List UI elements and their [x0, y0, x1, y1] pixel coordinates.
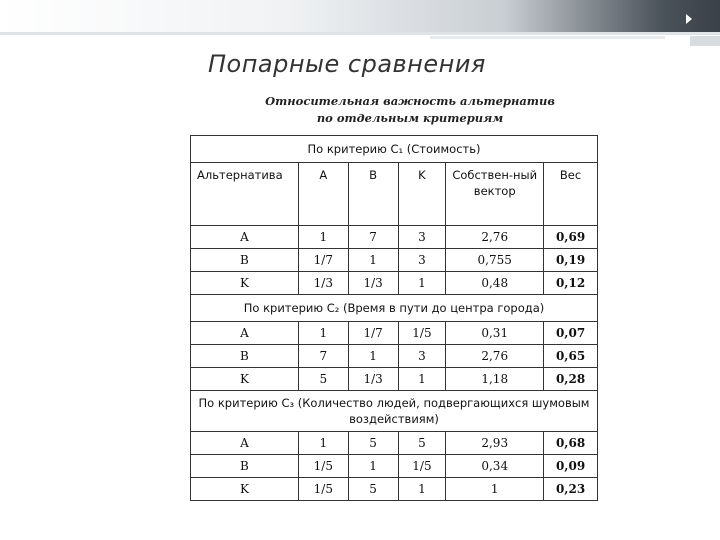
value-cell: 1/3: [298, 272, 348, 295]
weight-cell: 0,12: [544, 272, 598, 295]
table-row: [191, 226, 598, 249]
criterion-title: По критерию C₂ (Время в пути до центра города): [191, 295, 598, 322]
eigenvector-cell: 0,34: [446, 455, 544, 478]
header-accent-block: [690, 36, 720, 46]
header-divider: [0, 32, 720, 35]
weight-cell: 0,19: [544, 249, 598, 272]
value-cell: 1: [398, 478, 446, 501]
value-cell: 1: [298, 432, 348, 455]
criterion-title: По критерию C₃ (Количество людей, подвергающихся шумовым воздействиям): [191, 391, 598, 432]
eigenvector-cell: 0,31: [446, 322, 544, 345]
value-cell: 1: [398, 272, 446, 295]
table-row: [191, 322, 598, 345]
column-header: Альтернатива: [191, 163, 299, 226]
weight-cell: 0,68: [544, 432, 598, 455]
value-cell: 1: [398, 368, 446, 391]
value-cell: 1/5: [298, 478, 348, 501]
column-header: K: [398, 163, 446, 226]
eigenvector-cell: 1,18: [446, 368, 544, 391]
table-row: [191, 455, 598, 478]
eigenvector-cell: 2,76: [446, 226, 544, 249]
value-cell: 5: [298, 368, 348, 391]
value-cell: 1: [298, 322, 348, 345]
alternative-cell: K: [191, 272, 299, 295]
alternative-cell: B: [191, 249, 299, 272]
slide-header-band: [0, 0, 720, 32]
eigenvector-cell: 0,755: [446, 249, 544, 272]
weight-cell: 0,69: [544, 226, 598, 249]
weight-cell: 0,28: [544, 368, 598, 391]
alternative-cell: A: [191, 226, 299, 249]
value-cell: 5: [348, 432, 398, 455]
value-cell: 5: [398, 432, 446, 455]
table-row: [191, 478, 598, 501]
value-cell: 1/5: [398, 455, 446, 478]
value-cell: 5: [348, 478, 398, 501]
alternative-cell: A: [191, 432, 299, 455]
weight-cell: 0,65: [544, 345, 598, 368]
alternative-cell: A: [191, 322, 299, 345]
table-row: [191, 345, 598, 368]
weight-cell: 0,09: [544, 455, 598, 478]
value-cell: 1/7: [348, 322, 398, 345]
table-caption-line-2: по отдельным критериям: [316, 111, 504, 125]
pairwise-comparison-table: [190, 135, 598, 501]
table-row: [191, 368, 598, 391]
header-accent-line: [430, 36, 665, 39]
value-cell: 1/3: [348, 272, 398, 295]
column-header: Вес: [544, 163, 598, 226]
slide-marker-icon: [686, 14, 692, 24]
value-cell: 3: [398, 226, 446, 249]
alternative-cell: K: [191, 478, 299, 501]
value-cell: 3: [398, 249, 446, 272]
eigenvector-cell: 0,48: [446, 272, 544, 295]
eigenvector-cell: 1: [446, 478, 544, 501]
value-cell: 1/5: [298, 455, 348, 478]
table-row: [191, 272, 598, 295]
table-header-row: [191, 163, 598, 226]
value-cell: 7: [348, 226, 398, 249]
value-cell: 1/5: [398, 322, 446, 345]
table-row: [191, 432, 598, 455]
alternative-cell: B: [191, 345, 299, 368]
value-cell: 3: [398, 345, 446, 368]
table-caption-line-1: Относительная важность альтернатив: [265, 94, 555, 108]
column-header: Собствен-ный вектор: [446, 163, 544, 226]
eigenvector-cell: 2,76: [446, 345, 544, 368]
value-cell: 1: [348, 455, 398, 478]
slide-title: Попарные сравнения: [208, 50, 486, 78]
value-cell: 1/3: [348, 368, 398, 391]
eigenvector-cell: 2,93: [446, 432, 544, 455]
criterion-title: По критерию C₁ (Стоимость): [191, 136, 598, 163]
column-header: A: [298, 163, 348, 226]
column-header: B: [348, 163, 398, 226]
value-cell: 1/7: [298, 249, 348, 272]
value-cell: 7: [298, 345, 348, 368]
value-cell: 1: [298, 226, 348, 249]
value-cell: 1: [348, 249, 398, 272]
weight-cell: 0,07: [544, 322, 598, 345]
value-cell: 1: [348, 345, 398, 368]
table-row: [191, 249, 598, 272]
alternative-cell: K: [191, 368, 299, 391]
alternative-cell: B: [191, 455, 299, 478]
weight-cell: 0,23: [544, 478, 598, 501]
